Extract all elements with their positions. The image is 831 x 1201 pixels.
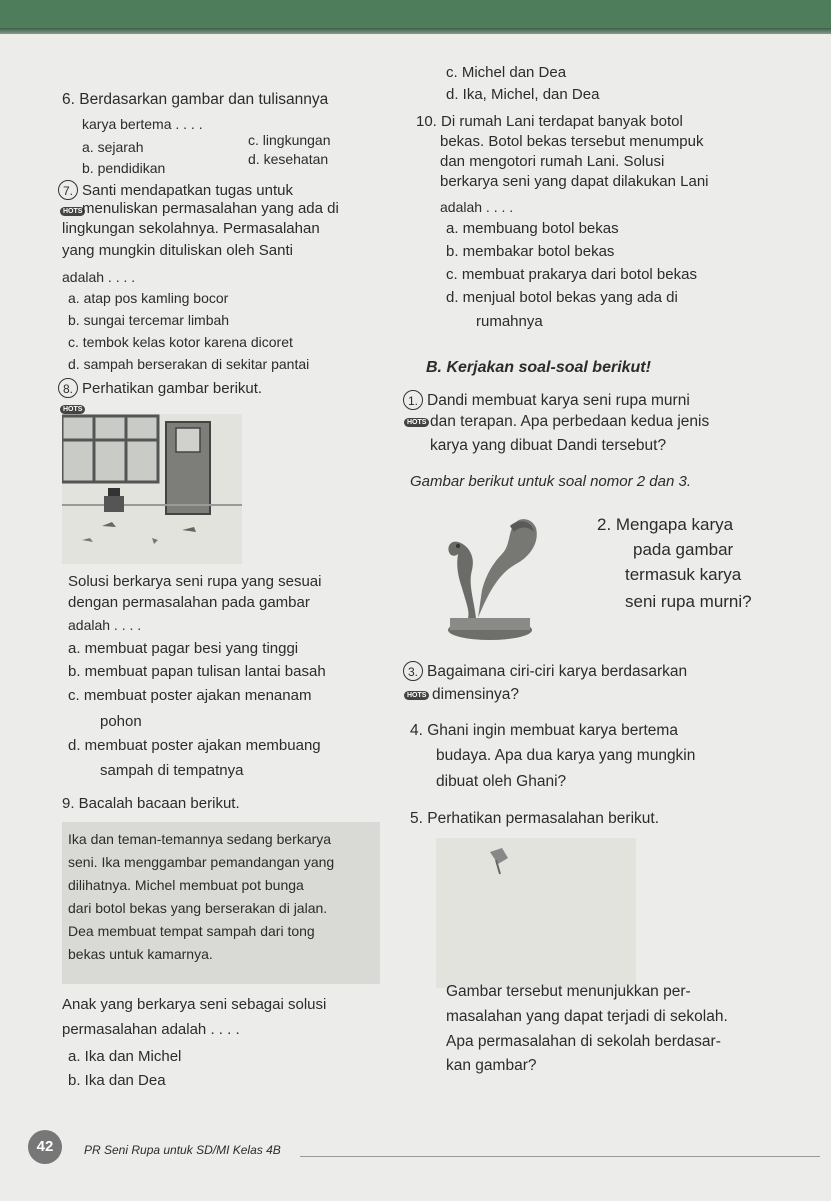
note-questions-2-3: Gambar berikut untuk soal nomor 2 dan 3. xyxy=(410,473,691,490)
q9-quote-line: dilihatnya. Michel membuat pot bunga xyxy=(68,877,304,893)
rooster-sculpture-image xyxy=(428,514,546,644)
q10-option-d: d. menjual botol bekas yang ada di xyxy=(446,289,678,306)
q6-option-a: a. sejarah xyxy=(82,139,144,155)
essay-2-line3: termasuk karya xyxy=(625,565,742,584)
essay-1-line3: karya yang dibuat Dandi tersebut? xyxy=(430,437,667,454)
essay-5-caption-4: kan gambar? xyxy=(446,1057,537,1074)
footer-book-title: PR Seni Rupa untuk SD/MI Kelas 4B xyxy=(84,1143,281,1157)
q6-option-c: c. lingkungan xyxy=(248,132,331,148)
q8-option-d: d. membuat poster ajakan membuang xyxy=(68,737,321,754)
essay-1-line2: dan terapan. Apa perbedaan kedua jenis xyxy=(430,413,710,430)
q7-line4: yang mungkin dituliskan oleh Santi xyxy=(62,242,293,259)
q10-line: bekas. Botol bekas tersebut menumpuk xyxy=(440,133,704,150)
essay-4-line2: budaya. Apa dua karya yang mungkin xyxy=(436,747,696,764)
q7-line5: adalah . . . . xyxy=(62,269,136,285)
q7-option-a: a. atap pos kamling bocor xyxy=(68,290,229,306)
q8-hots-badge: HOTS xyxy=(60,405,85,414)
page-number: 42 xyxy=(28,1130,62,1164)
q9-question-2: permasalahan adalah . . . . xyxy=(62,1021,240,1038)
essay-2-line1: 2. Mengapa karya xyxy=(597,515,734,534)
q8-solution-3: adalah . . . . xyxy=(68,617,142,633)
q7-line3: lingkungan sekolahnya. Permasalahan xyxy=(62,220,320,237)
q8-number: 8. xyxy=(58,378,78,398)
q7-line2: menuliskan permasalahan yang ada di xyxy=(82,200,339,217)
essay-3-hots-badge: HOTS xyxy=(404,691,429,700)
q6-intro-2: karya bertema . . . . xyxy=(82,116,203,132)
essay-3-number: 3. xyxy=(403,661,423,681)
q10-line: berkarya seni yang dapat dilakukan Lani xyxy=(440,173,709,190)
q9-reading-box xyxy=(62,822,380,984)
q9-question-1: Anak yang berkarya seni sebagai solusi xyxy=(62,996,327,1013)
q7-number: 7. xyxy=(58,180,78,200)
essay-1-line1: 1. Dandi membuat karya seni rupa murni xyxy=(403,390,690,410)
q8-option-c-cont: pohon xyxy=(100,713,142,730)
q9-option-b: b. Ika dan Dea xyxy=(68,1072,166,1089)
q6-option-d: d. kesehatan xyxy=(248,151,329,167)
q9-intro: 9. Bacalah bacaan berikut. xyxy=(62,795,240,812)
essay-5-caption-3: Apa permasalahan di sekolah berdasar- xyxy=(446,1033,721,1050)
essay-3-line1: 3. Bagaimana ciri-ciri karya berdasarkan xyxy=(403,661,687,681)
q7-option-d: d. sampah berserakan di sekitar pantai xyxy=(68,356,310,372)
footer-rule xyxy=(300,1156,820,1157)
q8-option-a: a. membuat pagar besi yang tinggi xyxy=(68,640,299,657)
q10-option-b: b. membakar botol bekas xyxy=(446,243,615,260)
q8-option-d-cont: sampah di tempatnya xyxy=(100,762,244,779)
essay-1-number: 1. xyxy=(403,390,423,410)
q7-hots-badge: HOTS xyxy=(60,207,85,216)
q8-option-b: b. membuat papan tulisan lantai basah xyxy=(68,663,326,680)
essay-5-line1: 5. Perhatikan permasalahan berikut. xyxy=(410,810,660,827)
q9-option-d: d. Ika, Michel, dan Dea xyxy=(446,86,600,103)
essay-4-line3: dibuat oleh Ghani? xyxy=(436,773,567,790)
school-trash-problem-image xyxy=(436,838,636,988)
essay-3-line2: dimensinya? xyxy=(432,686,520,703)
q7-line1: 7. Santi mendapatkan tugas untuk xyxy=(58,180,293,200)
q10-line: dan mengotori rumah Lani. Solusi xyxy=(440,153,665,170)
q9-quote-line: bekas untuk kamarnya. xyxy=(68,946,213,962)
q7-option-c: c. tembok kelas kotor karena dicoret xyxy=(68,334,293,350)
q7-option-b: b. sungai tercemar limbah xyxy=(68,312,230,328)
essay-4-line1: 4. Ghani ingin membuat karya bertema xyxy=(410,722,678,739)
classroom-trash-illustration xyxy=(62,414,242,564)
q9-quote-line: Dea membuat tempat sampah dari tong xyxy=(68,923,315,939)
q10-option-c: c. membuat prakarya dari botol bekas xyxy=(446,266,697,283)
essay-5-caption-2: masalahan yang dapat terjadi di sekolah. xyxy=(446,1008,728,1025)
essay-2-line2: pada gambar xyxy=(633,540,734,559)
q8-solution-2: dengan permasalahan pada gambar xyxy=(68,594,310,611)
q6-option-b: b. pendidikan xyxy=(82,160,166,176)
q9-option-a: a. Ika dan Michel xyxy=(68,1048,182,1065)
q6-intro: 6. Berdasarkan gambar dan tulisannya xyxy=(62,91,329,108)
q9-quote-line: Ika dan teman-temannya sedang berkarya xyxy=(68,831,332,847)
q8-option-c: c. membuat poster ajakan menanam xyxy=(68,687,312,704)
essay-2-line4: seni rupa murni? xyxy=(625,592,752,611)
q8-line1: 8. Perhatikan gambar berikut. xyxy=(58,378,262,398)
q10-line: 10. Di rumah Lani terdapat banyak botol xyxy=(416,113,683,130)
q9-quote-line: seni. Ika menggambar pemandangan yang xyxy=(68,854,335,870)
q9-quote-line: dari botol bekas yang berserakan di jalan. xyxy=(68,900,328,916)
q10-option-d-cont: rumahnya xyxy=(476,313,543,330)
essay-1-hots-badge: HOTS xyxy=(404,418,429,427)
section-b-heading: B. Kerjakan soal-soal berikut! xyxy=(426,359,651,376)
q9-option-c: c. Michel dan Dea xyxy=(446,64,567,81)
q10-option-a: a. membuang botol bekas xyxy=(446,220,619,237)
essay-5-caption-1: Gambar tersebut menunjukkan per- xyxy=(446,983,691,1000)
q8-solution-1: Solusi berkarya seni rupa yang sesuai xyxy=(68,573,322,590)
q10-line: adalah . . . . xyxy=(440,199,514,215)
